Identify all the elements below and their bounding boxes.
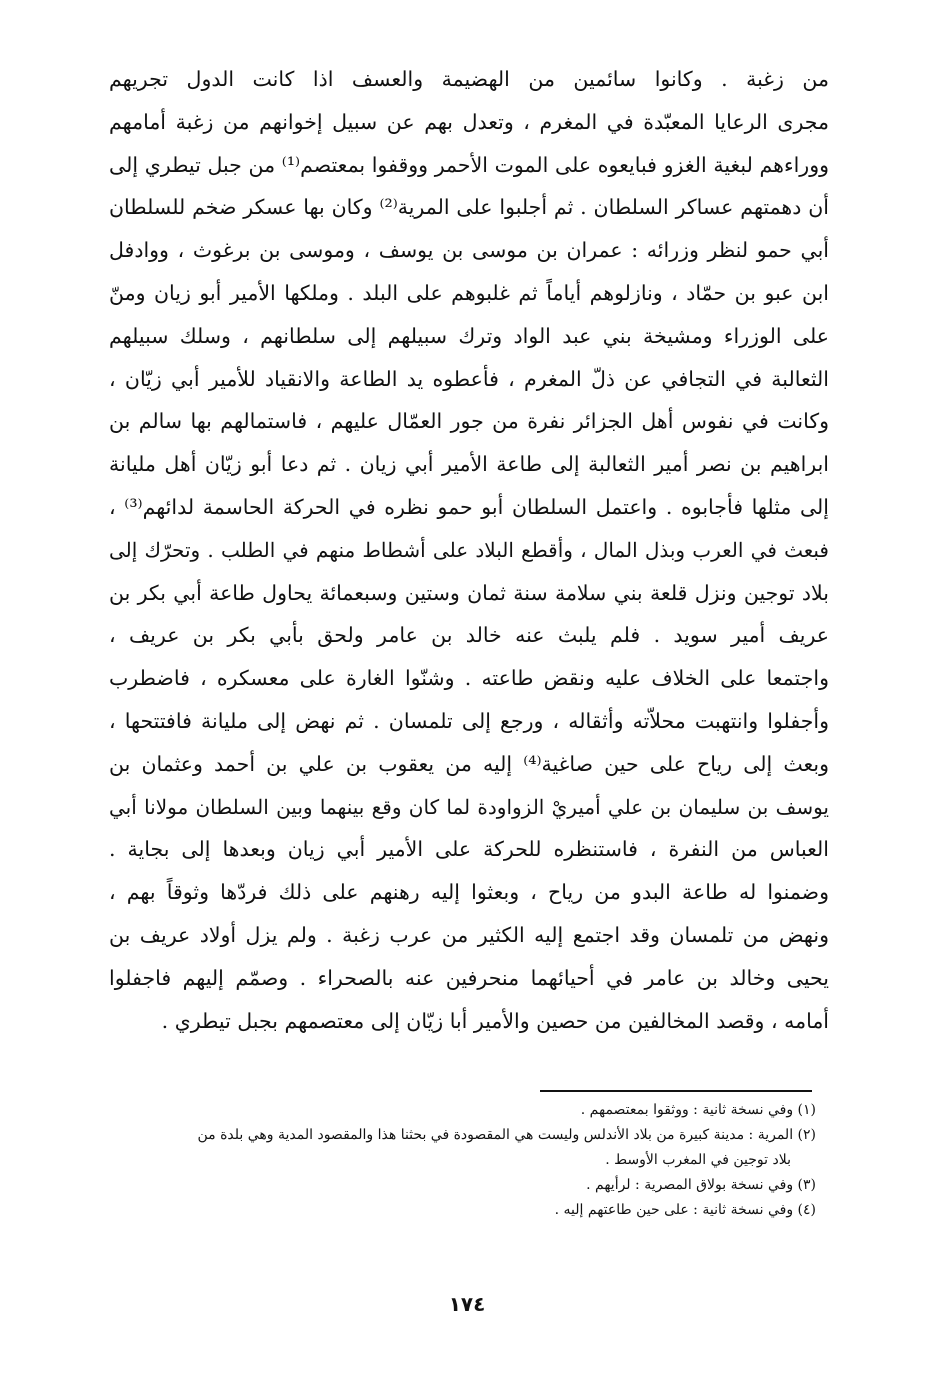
text-line: واجتمعا على الخلاف عليه ونقض طاعته . وشنّوا الغارة على معسكره ، فاضطرب	[109, 666, 829, 691]
main-text-block	[109, 58, 829, 1042]
text-line: إلى مثلها فأجابوه . واعتمل السلطان أبو حمو نظره في الحركة الحاسمة لدائهم⁽³⁾ ،	[109, 494, 829, 519]
footnote-2: (٢) المرية : مدينة كبيرة من بلاد الأندلس وليست هي المقصودة في بحثنا هذا والمقصود المدية وهي بلدة من	[197, 1127, 816, 1143]
text-line: وضمنوا له طاعة البدو من رياح ، وبعثوا إليه رهنهم على ذلك فردّها وثوقاً بهم ،	[109, 880, 829, 905]
text-line: ابن عبو بن حمّاد ، ونازلوهم أياماً ثم غلبوهم على البلد . وملكها الأمير أبو زيان ومنّ	[109, 280, 829, 305]
text-line: بلاد توجين ونزل قلعة بني سلامة سنة ثمان وستين وسبعمائة يحاول طاعة أبي بكر بن	[109, 580, 829, 605]
text-line: يحيى وخالد بن عامر في أحيائهما منحرفين عنه بالصحراء . وصمّم إليهم فاجفلوا	[109, 965, 829, 990]
text-line: الثعالبة في التجافي عن ذلّ المغرم ، فأعطوه يد الطاعة والانقياد للأمير أبي زيّان ،	[109, 366, 829, 391]
text-line: وبعث إلى رياح على حين صاغية⁽⁴⁾ إليه من يعقوب بن علي بن أحمد وعثمان بن	[109, 751, 829, 776]
text-line: على الوزراء ومشيخة بني عبد الواد وترك سبيلهم إلى سلطانهم ، وسلك سبيلهم	[109, 323, 829, 348]
text-line: أمامه ، وقصد المخالفين من حصين والأمير أبا زيّان إلى معتصمهم بجبل تيطري .	[161, 1008, 829, 1033]
text-line: ابراهيم بن نصر أمير الثعالبة إلى طاعة الأمير أبي زيان . ثم دعا أبو زيّان أهل مليانة	[109, 452, 829, 477]
footnote-2-continuation: بلاد توجين في المغرب الأوسط .	[605, 1152, 791, 1168]
footnotes-block	[111, 1098, 816, 1223]
footnote-4: (٤) وفي نسخة ثانية : على حين طاعتهم إليه .	[554, 1202, 816, 1218]
text-line: أبي حمو لنظر وزرائه : عمران بن موسى بن يوسف ، وموسى بن برغوث ، ووادفل	[109, 238, 829, 263]
footnote-1: (١) وفي نسخة ثانية : ووثقوا بمعتصمهم .	[580, 1102, 816, 1118]
page-number: ١٧٤	[448, 1292, 486, 1316]
text-line: فبعث في العرب وبذل المال ، وأقطع البلاد على أشطاط منهم في الطلب . وتحرّك إلى	[109, 537, 829, 562]
footnote-3: (٣) وفي نسخة بولاق المصرية : لرأيهم .	[586, 1177, 816, 1193]
text-line: وكانت في نفوس أهل الجزائر نفرة من جور العمّال عليهم ، فاستمالهم بها سالم بن	[109, 409, 829, 434]
text-line: ووراءهم لبغية الغزو فبايعوه على الموت الأحمر ووقفوا بمعتصم⁽¹⁾ من جبل تيطري إلى	[109, 152, 829, 177]
text-line: ونهض من تلمسان وقد اجتمع إليه الكثير من عرب زغبة . ولم يزل أولاد عريف بن	[109, 922, 829, 947]
text-line: وأجفلوا وانتهبت محلاّته وأثقاله ، ورجع إلى تلمسان . ثم نهض إلى مليانة فافتتحها ،	[109, 708, 829, 733]
text-line: مجرى الرعايا المعبّدة في المغرم ، وتعدل بهم عن سبيل إخوانهم من زغبة أمامهم	[109, 109, 829, 134]
footnote-separator	[540, 1090, 812, 1092]
text-line: يوسف بن سليمان بن علي أميريْ الزواودة لما كان وقع بينهما وبين السلطان مولانا أبي	[109, 794, 829, 819]
text-line: العباس من النفرة ، فاستنظره للحركة على الأمير أبي زيان وبعدها إلى بجاية .	[109, 837, 829, 862]
text-line: من زغبة . وكانوا سائمين من الهضيمة والعسف اذا كانت الدول تجريهم	[109, 67, 829, 91]
text-line: أن دهمتهم عساكر السلطان . ثم أجلبوا على المرية⁽²⁾ وكان بها عسكر ضخم للسلطان	[109, 195, 829, 220]
text-line: عريف أمير سويد . فلم يلبث عنه خالد بن عامر ولحق بأبي بكر بن عريف ،	[109, 623, 829, 648]
